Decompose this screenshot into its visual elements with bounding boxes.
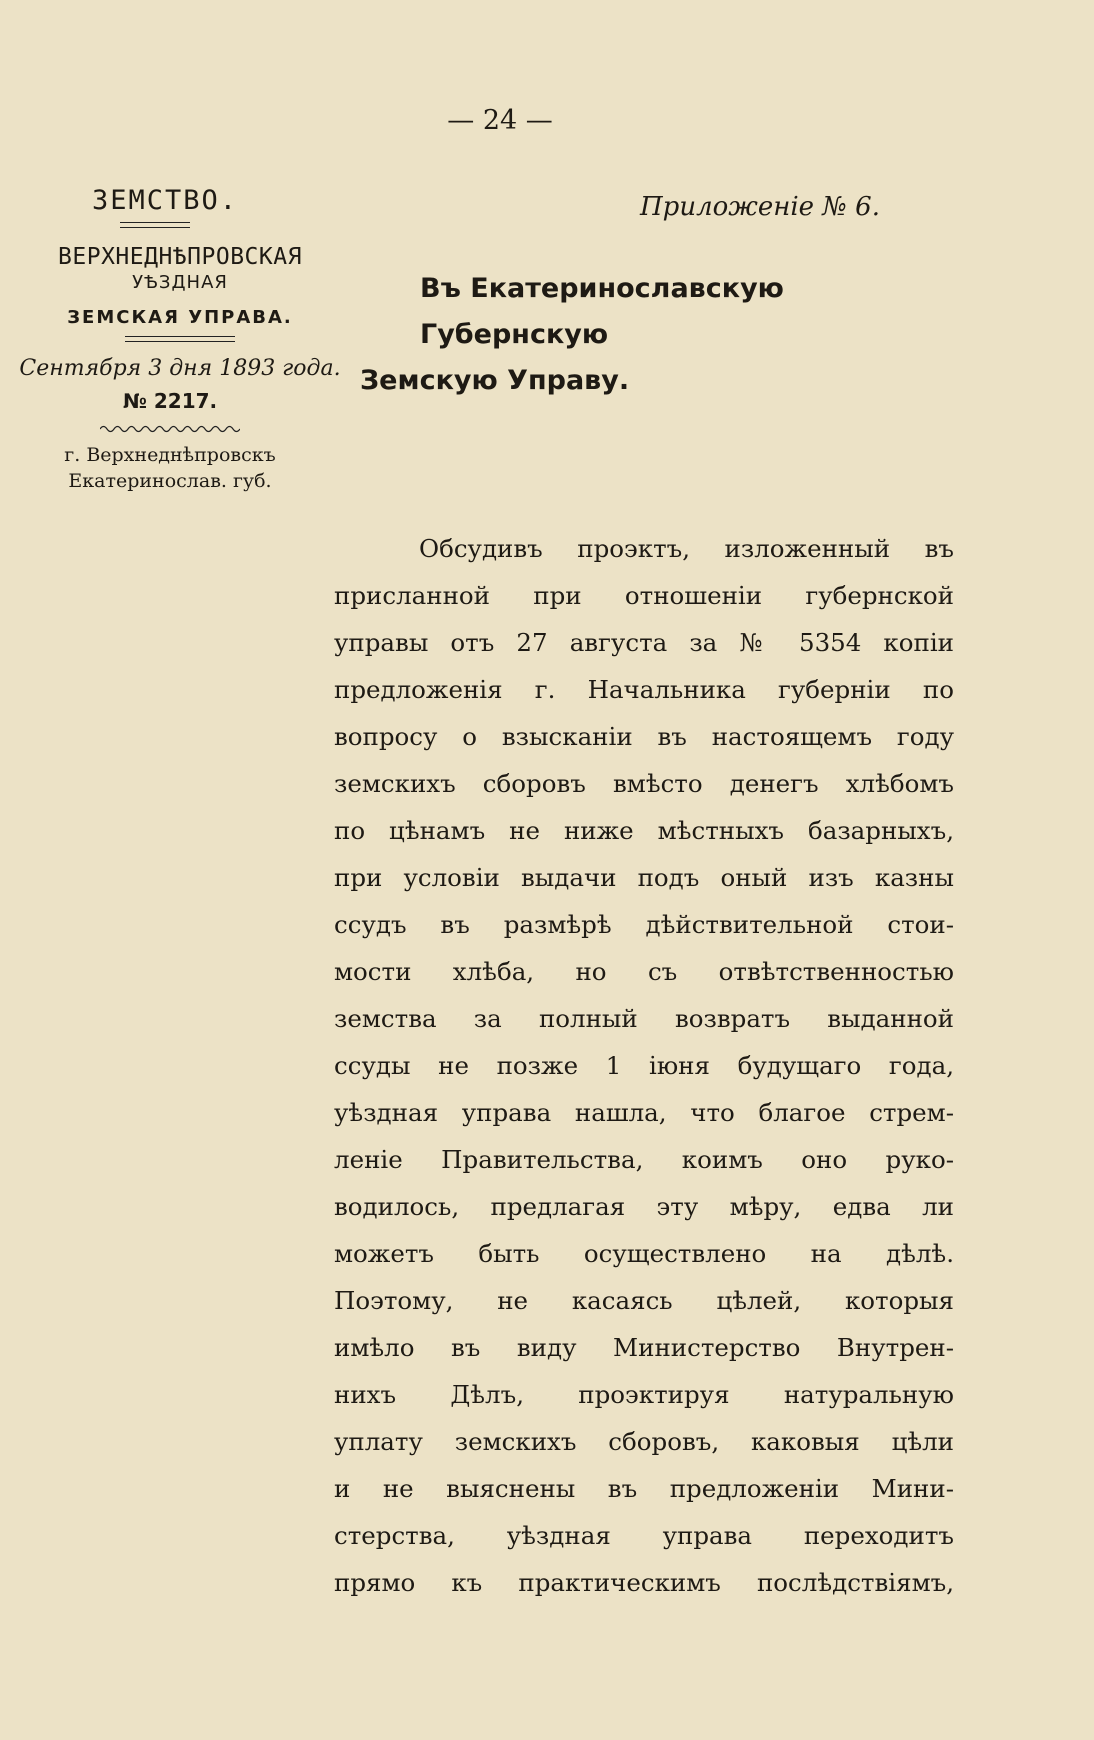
text-line: управы отъ 27 августа за № 5354 копіи <box>334 628 954 657</box>
text-line: уѣздная управа нашла, что благое стрем- <box>334 1098 954 1127</box>
wavy-ornament <box>0 419 350 438</box>
address-line-1: Въ Екатеринославскую Губернскую <box>420 273 784 350</box>
text-line: леніе Правительства, коимъ оно руко- <box>334 1145 954 1174</box>
text-line: можетъ быть осуществлено на дѣлѣ. <box>334 1239 954 1268</box>
page-number: — 24 — <box>447 105 553 136</box>
divider-double-rule <box>125 336 235 342</box>
text-line: предложенія г. Начальника губерніи по <box>334 675 954 704</box>
text-line: уплату земскихъ сборовъ, каковыя цѣли <box>334 1427 954 1456</box>
recipient-address <box>360 266 980 404</box>
text-line: нихъ Дѣлъ, проэктируя натуральную <box>334 1380 954 1409</box>
text-line: земскихъ сборовъ вмѣсто денегъ хлѣбомъ <box>334 769 954 798</box>
uezdnaya-label: УѢЗДНАЯ <box>132 272 228 293</box>
sender-block <box>19 185 350 494</box>
text-line: мости хлѣба, но съ отвѣтственностью <box>334 957 954 986</box>
document-date: Сентября 3 дня 1893 года. <box>19 356 341 381</box>
town-line-1: г. Верхнеднѣпровскъ <box>64 444 276 466</box>
body-paragraph <box>334 525 954 1606</box>
text-line: ссуды не позже 1 іюня будущаго года, <box>334 1051 954 1080</box>
text-line: по цѣнамъ не ниже мѣстныхъ базарныхъ, <box>334 816 954 845</box>
divider-rule <box>120 222 190 228</box>
uprava-name: ВЕРХНЕДНѢПРОВСКАЯ <box>58 244 302 270</box>
text-line: Обсудивъ проэктъ, изложенный въ <box>419 534 954 563</box>
document-number: № 2217. <box>122 389 218 413</box>
address-line-2: Земскую Управу. <box>360 365 630 396</box>
zemskaya-uprava-label: ЗЕМСКАЯ УПРАВА. <box>67 307 293 328</box>
text-line: имѣло въ виду Министерство Внутрен- <box>334 1333 954 1362</box>
text-line: стерства, уѣздная управа переходитъ <box>334 1521 954 1550</box>
town-line-2: Екатеринослав. губ. <box>68 470 272 492</box>
text-line: ссудъ въ размѣрѣ дѣйствительной стои- <box>334 910 954 939</box>
text-line: земства за полный возвратъ выданной <box>334 1004 954 1033</box>
text-line: присланной при отношеніи губернской <box>334 581 954 610</box>
text-line: при условіи выдачи подъ оный изъ казны <box>334 863 954 892</box>
text-line: вопросу о взысканіи въ настоящемъ году <box>334 722 954 751</box>
text-line: и не выяснены въ предложеніи Мини- <box>334 1474 954 1503</box>
text-line: Поэтому, не касаясь цѣлей, которыя <box>334 1286 954 1315</box>
text-line: прямо къ практическимъ послѣдствіямъ, <box>334 1568 954 1597</box>
zemstvo-heading: ЗЕМСТВО. <box>91 185 239 216</box>
appendix-label: Приложеніе № 6. <box>640 192 880 222</box>
text-line: водилось, предлагая эту мѣру, едва ли <box>334 1192 954 1221</box>
